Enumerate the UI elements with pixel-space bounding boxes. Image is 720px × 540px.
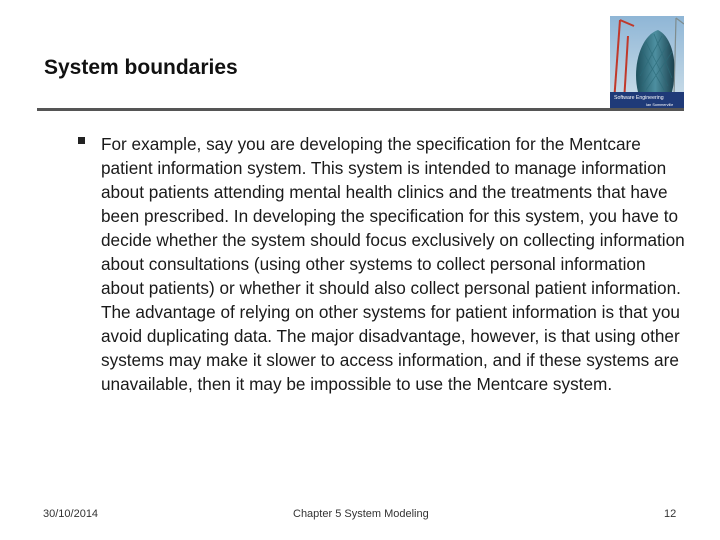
slide-title: System boundaries xyxy=(44,56,238,79)
bullet-text: For example, say you are developing the specification for the Mentcare patient information system. This system is intended to manage information about patients attending mental health clinics and the treatments that have been prescribed. In developing the specification for this system, you have to decide whether the system should focus exclusively on collecting information about consultations (using other systems to collect personal information about patients) or whether it should also collect personal patient information. The advantage of relying on other systems for patient information is that you avoid duplicating data. The major disadvantage, however, is that using other systems may make it slower to access information, and if these systems are unavailable, then it may be impossible to use the Mentcare system. xyxy=(101,134,685,394)
book-cover-graphic xyxy=(610,16,684,108)
footer-chapter: Chapter 5 System Modeling xyxy=(293,508,429,520)
square-bullet-icon xyxy=(78,137,85,144)
book-cover-image xyxy=(610,16,684,108)
cover-author-text: Ian Sommerville xyxy=(646,103,674,107)
cover-title-text: Software Engineering xyxy=(614,95,664,101)
footer-date: 30/10/2014 xyxy=(43,508,99,520)
title-divider xyxy=(37,108,684,111)
footer-page-number: 12 xyxy=(664,508,677,520)
